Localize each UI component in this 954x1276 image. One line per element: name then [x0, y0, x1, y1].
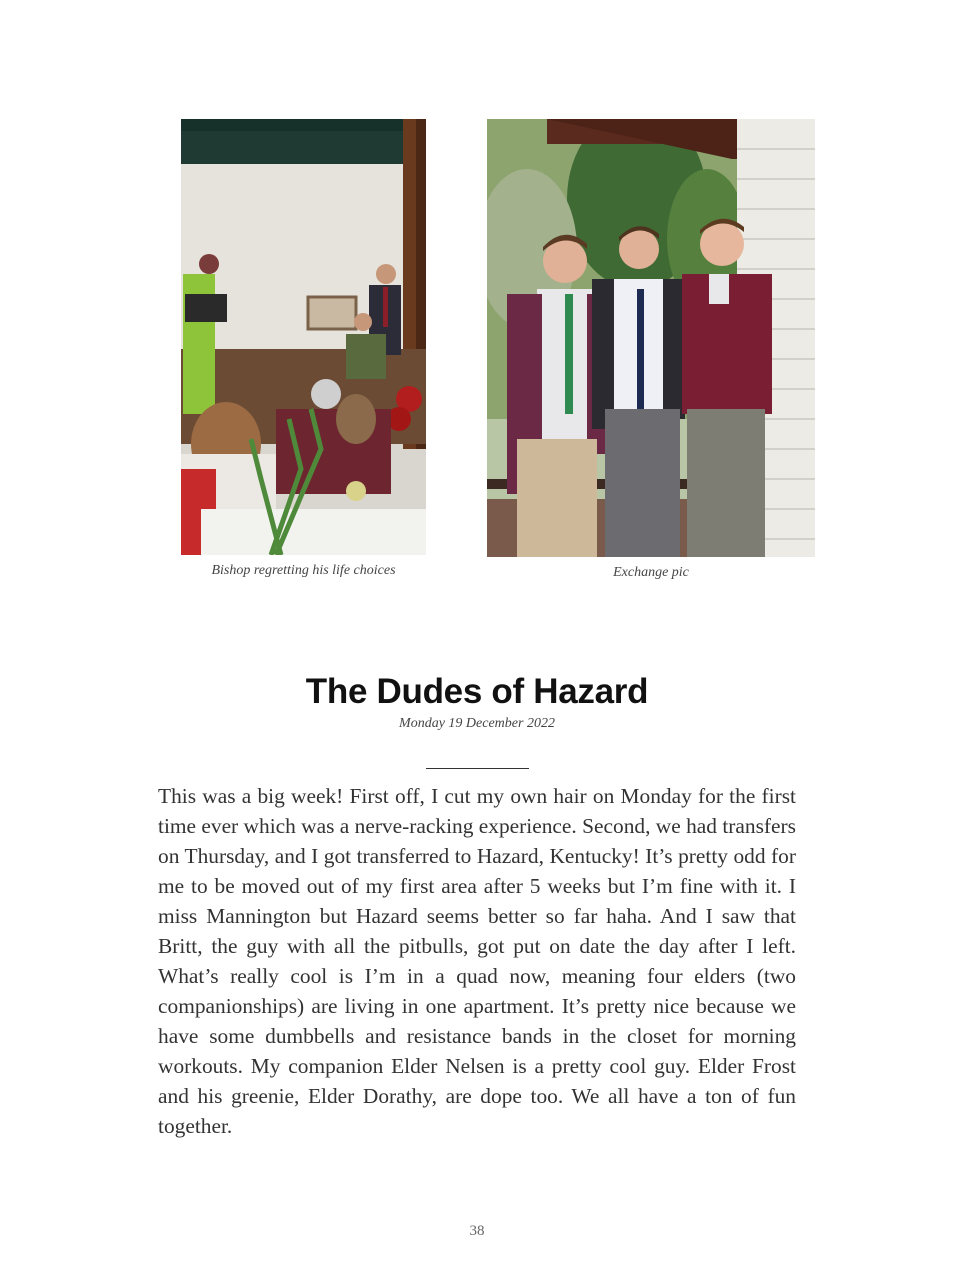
page-number: 38 [469, 1223, 485, 1239]
entry-body: This was a big week! First off, I cut my own hair on Monday for the first time ever which was a nerve-racking experience. Second, we had transfers on Thursday, and I got transferred to Hazard, Kentucky! It’s pretty odd for me to be moved out of my first area after 5 weeks but I’m fine with it. I miss Mannington but Hazard seems better so far haha. And I saw that Britt, the guy with all the pitbulls, got put on date the day after I left. What’s really cool is I’m in a quad now, meaning four elders (two companionships) are living in one apartment. It’s pretty nice because we have some dumbbells and resistance bands in the closet for morning workouts. My companion Elder Nelsen is a pretty cool guy. Elder Frost and his greenie, Elder Dorathy, are dope too. We all have a ton of fun together. [158, 784, 796, 1138]
stage-photo [181, 119, 426, 555]
title-divider [426, 768, 529, 769]
porch-photo [487, 119, 815, 557]
photo-caption-right: Exchange pic [613, 565, 689, 580]
entry-title: The Dudes of Hazard [305, 672, 649, 711]
entry-date: Monday 19 December 2022 [399, 716, 555, 731]
photo-caption-left: Bishop regretting his life choices [211, 563, 396, 578]
